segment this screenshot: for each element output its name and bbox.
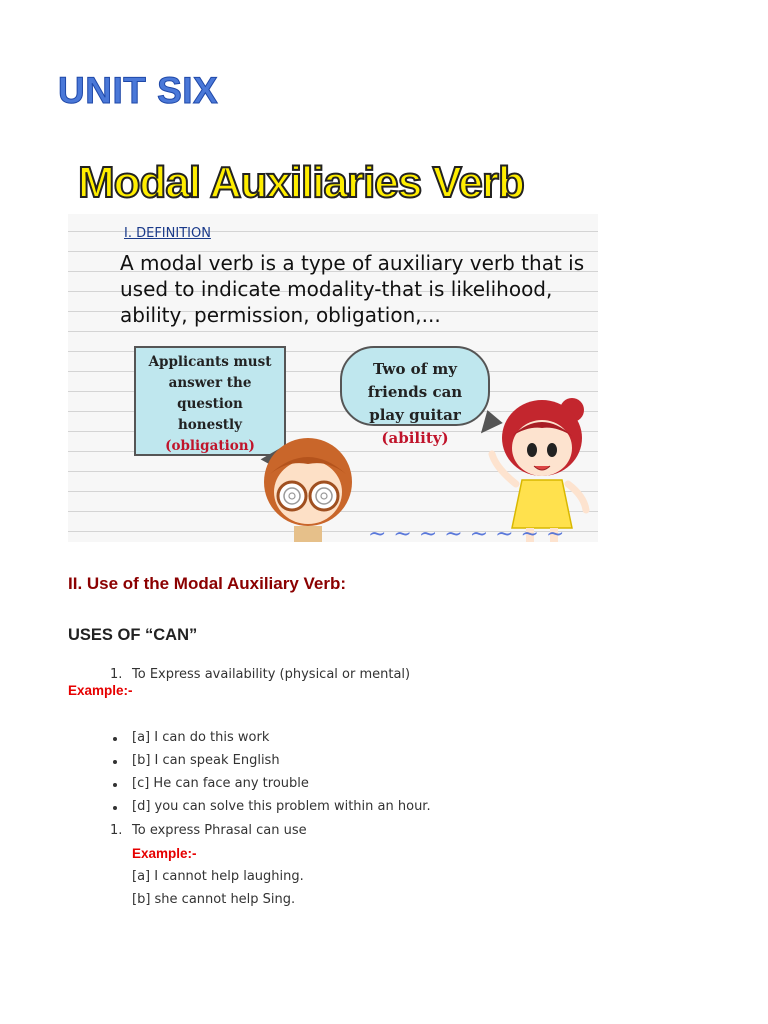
speech-bubble-ability — [340, 346, 490, 447]
bubble-line: answer the — [168, 375, 252, 391]
example-label: Example:- — [132, 846, 197, 861]
example-line: [a] I cannot help laughing. — [132, 869, 304, 884]
list-item: [d] you can solve this problem within an hour. — [132, 799, 431, 814]
list-item: To express Phrasal can use — [132, 823, 307, 838]
bullet-dot — [113, 737, 117, 741]
bubble-line: play guitar — [369, 406, 461, 424]
bullet-dot — [113, 783, 117, 787]
list-number: 1. — [110, 667, 123, 682]
list-number: 1. — [110, 823, 123, 838]
banner-title: Modal Auxiliaries Verb — [78, 158, 524, 207]
definition-label: I. DEFINITION — [124, 226, 211, 241]
list-item: [a] I can do this work — [132, 730, 270, 745]
bubble-line: question — [177, 396, 243, 412]
bubble-line: friends can — [367, 383, 463, 401]
banner-watermark-decoration: ~ ~ ~ ~ ~ ~ ~ ~ — [368, 522, 565, 542]
list-item: To Express availability (physical or mental) — [132, 667, 411, 682]
bubble-line: Two of my — [373, 360, 457, 378]
bubble-tag-ability: (ability) — [381, 429, 449, 447]
list-item: [c] He can face any trouble — [132, 776, 309, 791]
unit-title: UNIT SIX — [58, 70, 219, 111]
cartoon-girl-yellow-dress-illustration — [486, 388, 594, 542]
modal-verb-banner-image — [68, 152, 598, 542]
example-label: Example:- — [68, 683, 133, 698]
section-heading: II. Use of the Modal Auxiliary Verb: — [68, 574, 347, 593]
banner-header — [68, 152, 598, 214]
bubble-tag-obligation: (obligation) — [165, 438, 255, 454]
definition-text: A modal verb is a type of auxiliary verb that is used to indicate modality-that is likelihood, ability, permission, obligation,... — [120, 251, 585, 327]
bullet-dot — [113, 806, 117, 810]
example-line: [b] she cannot help Sing. — [132, 892, 296, 907]
cartoon-girl-glasses-illustration — [258, 430, 358, 542]
bullet-dot — [113, 760, 117, 764]
bubble-line: Applicants must — [148, 354, 272, 370]
bubble-line: honestly — [177, 417, 243, 433]
list-item: [b] I can speak English — [132, 753, 280, 768]
uses-heading: USES OF “CAN” — [68, 626, 198, 644]
